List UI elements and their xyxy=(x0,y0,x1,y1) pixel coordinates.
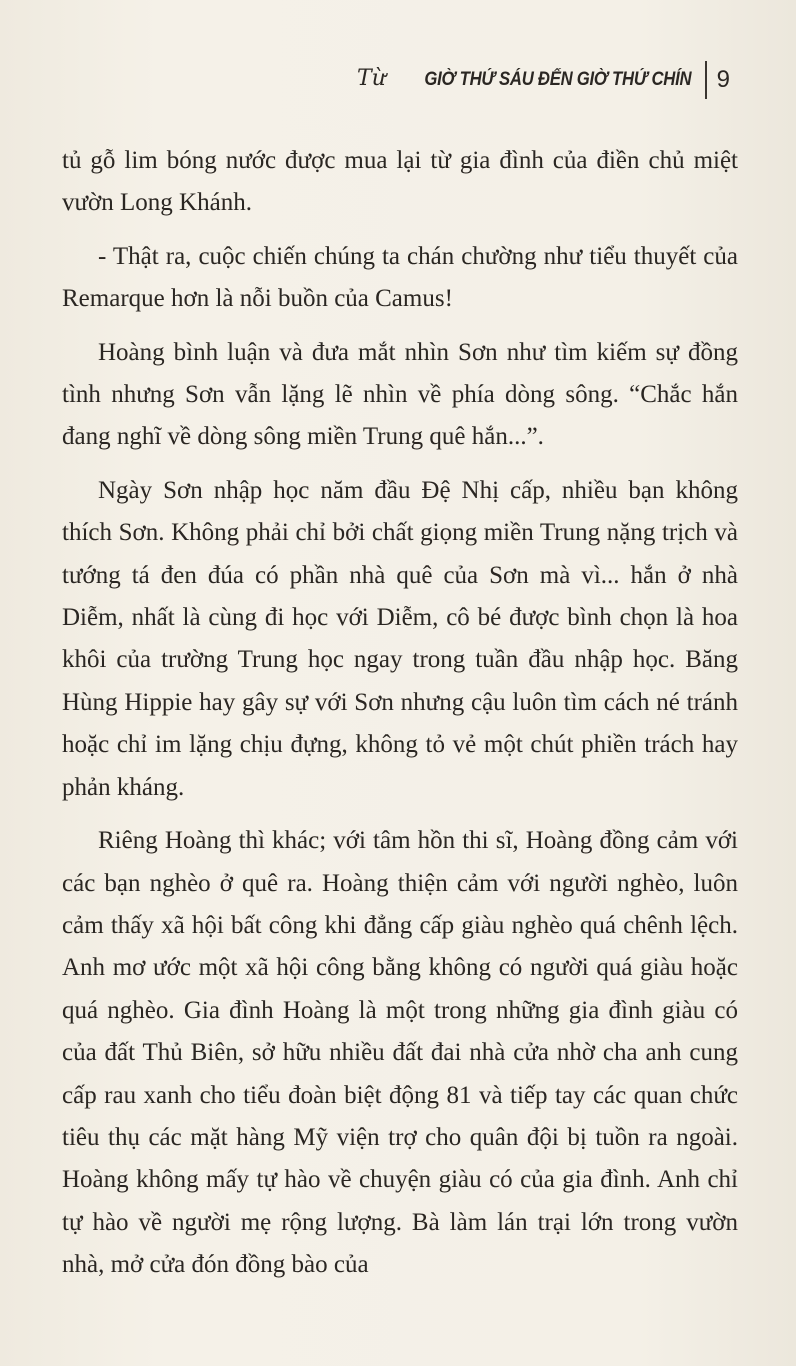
paragraph-continued: tủ gỗ lim bóng nước được mua lại từ gia đình của điền chủ miệt vườn Long Khánh. xyxy=(62,147,738,217)
page-number: 9 xyxy=(716,66,730,93)
running-head-divider xyxy=(705,61,707,99)
paragraph: Ngày Sơn nhập học năm đầu Đệ Nhị cấp, nhiều bạn không thích Sơn. Không phải chỉ bởi chất giọng miền Trung nặng trịch và tướng tá đen đúa có phần nhà quê của Sơn mà vì... hắn ở nhà Diễm, nhất là cùng đi học với Diễm, cô bé được bình chọn là hoa khôi của trường Trung học ngay trong tuần đầu nhập học. Băng Hùng Hippie hay gây sự với Sơn nhưng cậu luôn tìm cách né tránh hoặc chỉ im lặng chịu đựng, không tỏ vẻ một chút phiền trách hay phản kháng. xyxy=(62,476,738,801)
paragraph: Hoàng bình luận và đưa mắt nhìn Sơn như tìm kiếm sự đồng tình nhưng Sơn vẫn lặng lẽ nhìn về phía dòng sông. “Chắc hắn đang nghĩ về dòng sông miền Trung quê hắn...”. xyxy=(62,338,738,451)
body-text xyxy=(62,140,738,1298)
paragraph: Riêng Hoàng thì khác; với tâm hồn thi sĩ, Hoàng đồng cảm với các bạn nghèo ở quê ra. Hoàng thiện cảm với người nghèo, luôn cảm thấy xã hội bất công khi đẳng cấp giàu nghèo quá chênh lệch. Anh mơ ước một xã hội công bằng không có người quá giàu hoặc quá nghèo. Gia đình Hoàng là một trong những gia đình giàu có của đất Thủ Biên, sở hữu nhiều đất đai nhà cửa nhờ cha anh cung cấp rau xanh cho tiểu đoàn biệt động 81 và tiếp tay các quan chức tiêu thụ các mặt hàng Mỹ viện trợ cho quân đội bị tuồn ra ngoài. Hoàng không mấy tự hào về chuyện giàu có của gia đình. Anh chỉ tự hào về người mẹ rộng lượng. Bà làm lán trại lớn trong vườn nhà, mở cửa đón đồng bào của xyxy=(62,827,738,1279)
running-head xyxy=(357,60,730,100)
paragraph-dialogue: - Thật ra, cuộc chiến chúng ta chán chường như tiểu thuyết của Remarque hơn là nỗi buồn của Camus! xyxy=(62,242,738,313)
running-head-flourish: Từ xyxy=(357,65,386,91)
running-head-title: GIỜ THỨ SÁU ĐẾN GIỜ THỨ CHÍN xyxy=(424,69,692,90)
